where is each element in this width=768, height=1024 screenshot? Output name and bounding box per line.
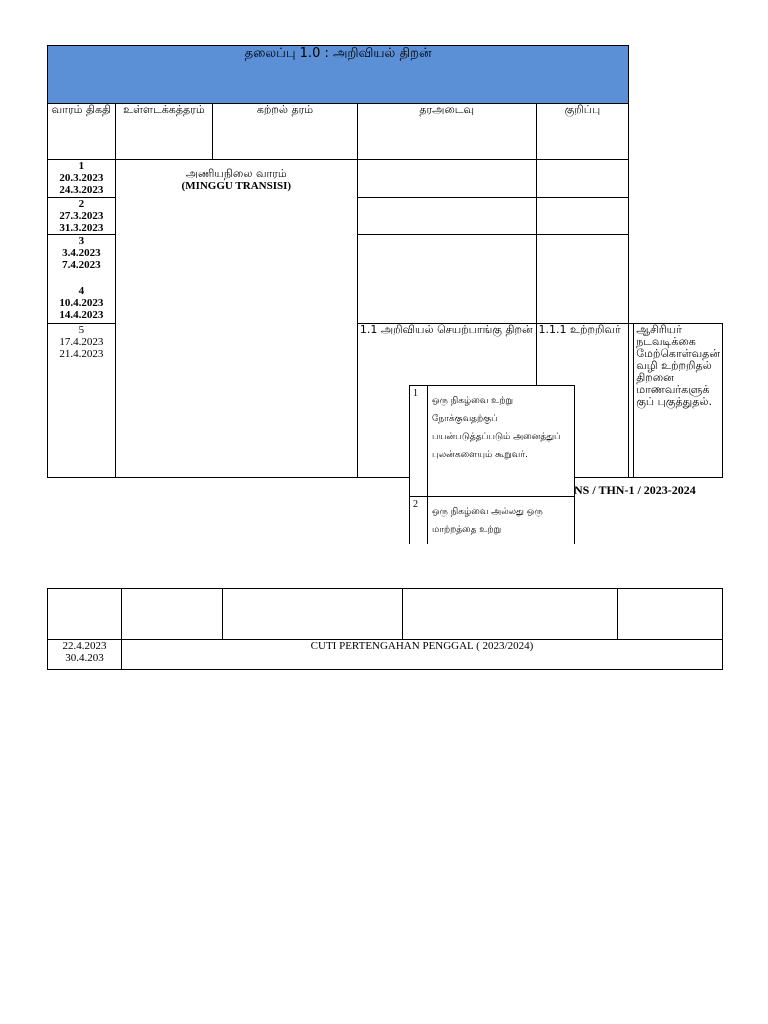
week-cell-2 (48, 198, 116, 235)
holiday-label: CUTI PERTENGAHAN PENGGAL ( 2023/2024) (121, 640, 722, 670)
level-description: ஒரு நிகழ்வை உற்று நோக்குவதற்குப் பயன்படுத்தப்படும் அனைத்துப் புலன்களையும் கூறுவர். (432, 396, 561, 460)
week-cell-5 (48, 324, 116, 478)
week-start-date: 17.4.2023 (59, 336, 104, 348)
column-header-content-standard: உள்ளடக்கத்தரம் (115, 104, 212, 160)
week-end-date: 31.3.2023 (59, 222, 104, 234)
week-cell-1 (48, 160, 116, 198)
transition-week-cell (115, 160, 357, 478)
performance-cell-2 (357, 198, 536, 235)
week-number: 2 (78, 198, 85, 210)
column-header-learning-standard: கற்றல் தரம் (213, 104, 358, 160)
empty-cell (121, 589, 222, 640)
performance-level-box-2 (409, 496, 575, 544)
level-number: 2 (413, 499, 418, 510)
transition-label: அணியநிலை வாரம் (185, 167, 287, 180)
holiday-start-date: 22.4.2023 (62, 640, 107, 652)
notes-cell-2 (536, 198, 629, 235)
empty-cell (618, 589, 723, 640)
holiday-end-date: 30.4.203 (65, 652, 104, 664)
week-start-date: 27.3.2023 (59, 210, 104, 222)
week-number: 3 (78, 235, 85, 247)
page-title: தலைப்பு 1.0 : அறிவியல் திறன் (48, 46, 629, 104)
week-end-date: 7.4.2023 (62, 259, 101, 271)
content-standard-cell: 1.1 அறிவியல் செயற்பாங்கு திறன் (357, 324, 536, 478)
column-header-notes: குறிப்பு (536, 104, 629, 160)
level-number: 1 (413, 388, 418, 399)
week-start-date: 10.4.2023 (59, 297, 104, 309)
week-number: 4 (78, 285, 85, 297)
level-description: ஒரு நிகழ்வை அல்லது ஒரு மாற்றத்தை உற்று (432, 507, 543, 535)
performance-cell-1 (357, 160, 536, 198)
week-start-date: 3.4.2023 (62, 247, 101, 259)
transition-sublabel: (MINGGU TRANSISI) (181, 180, 292, 192)
empty-cell (222, 589, 403, 640)
learning-standard-cell: 1.1.1 உற்றறிவர் (536, 324, 629, 478)
column-header-week-date: வாரம் திகதி (48, 104, 116, 160)
column-header-performance-level: தரஅடைவு (357, 104, 536, 160)
holiday-date-cell (48, 640, 122, 670)
scheme-of-work-table (47, 45, 723, 478)
empty-cell (403, 589, 618, 640)
document-code: NS / THN-1 / 2023-2024 (574, 483, 696, 497)
notes-cell-3 (536, 235, 629, 324)
week-number: 5 (78, 324, 85, 336)
week-start-date: 20.3.2023 (59, 172, 104, 184)
performance-level-box-1 (409, 385, 575, 498)
holiday-table (47, 588, 723, 670)
week-number: 1 (78, 160, 85, 172)
empty-cell (48, 589, 122, 640)
performance-cell-3 (357, 235, 536, 324)
week-cell-3-4 (48, 235, 116, 324)
week-end-date: 24.3.2023 (59, 184, 104, 196)
notes-cell-1 (536, 160, 629, 198)
week-end-date: 21.4.2023 (59, 348, 104, 360)
week-end-date: 14.4.2023 (59, 309, 104, 321)
notes-cell-5: ஆசிரியர் நடவடிக்கை மேற்கொள்வதன் வழி உற்றறிதல் திறனை மாணவர்களுக் குப் புகுத்துதல். (634, 324, 723, 478)
